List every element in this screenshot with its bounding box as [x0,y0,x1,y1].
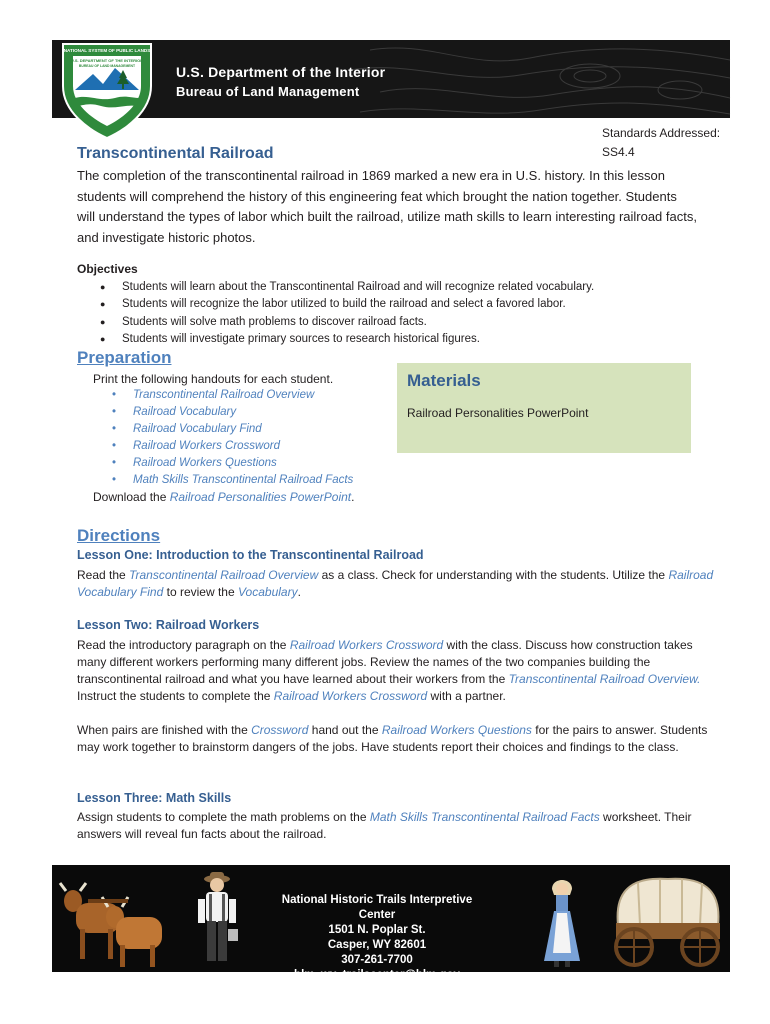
logo-text-top: NATIONAL SYSTEM OF PUBLIC LANDS [63,48,151,53]
text-run: hand out the [308,723,382,737]
phone-number: 307-261-7700 [341,954,413,966]
lesson-three-heading: Lesson Three: Math Skills [77,791,232,805]
download-prefix: Download the [93,490,170,504]
list-item: ● Students will solve math problems to discover railroad facts. [100,314,594,331]
covered-wagon-illustration [608,875,728,969]
logo-text-mid1: U.S. DEPARTMENT OF THE INTERIOR [70,58,144,63]
lesson-three-text [77,809,717,843]
vocabulary-find-link[interactable]: Railroad Vocabulary Find [77,568,714,599]
text-run: worksheet. Their answers will reveal fun facts about the railroad. [77,810,692,841]
text-run: with the class. Discuss how construction takes many different workers performing many different jobs. Review the names of the two companies building the transcontinental railroad and what you have learned about their workers from the [77,638,693,686]
lesson-one-heading: Lesson One: Introduction to the Transcontinental Railroad [77,548,424,562]
directions-heading: Directions [77,526,161,545]
crossword-link[interactable]: Crossword [251,723,309,737]
text-run: for the pairs to answer. Students may work together to brainstorm dangers of the jobs. Have students report their choices and findings to the class. [77,723,708,754]
text-run: to review the [163,585,238,599]
handouts-list [110,387,353,489]
materials-heading: Materials [407,371,481,390]
handout-link[interactable]: • Railroad Workers Crossword [110,438,353,455]
text-run: Assign students to complete the math problems on the [77,810,370,824]
lesson-two-paragraph-2 [77,722,717,756]
center-address [262,893,492,983]
crossword-link[interactable]: Railroad Workers Crossword [289,638,444,652]
handout-link[interactable]: • Railroad Vocabulary [110,404,353,421]
worker-illustration [192,869,242,969]
objectives-heading: Objectives [77,262,138,276]
city-state-zip: Casper, WY 82601 [327,939,427,951]
email-address[interactable]: blm_wy_trailscenter@blm.gov [294,969,460,981]
text-run: . [297,585,301,599]
street-address: 1501 N. Poplar St. [328,924,426,936]
lesson-two-heading: Lesson Two: Railroad Workers [77,618,260,632]
text-run: Instruct the students to complete the [77,689,274,703]
text-run: Read the introductory paragraph on the [77,638,290,652]
intro-paragraph: The completion of the transcontinental railroad in 1869 marked a new era in U.S. history. In this lesson students will comprehend the history of this engineering feat which brought the nation together. Students will understand the types of labor which built the railroad, utilize math skills to learn interesting railroad facts, and investigate historic photos. [77,168,697,245]
powerpoint-link[interactable]: Railroad Personalities PowerPoint [169,490,352,504]
standards-addressed [602,124,720,162]
logo-text-mid2: BUREAU OF LAND MANAGEMENT [78,64,136,68]
agency-name [176,64,385,99]
footer-banner [52,865,730,981]
text-run: Read the [77,568,130,582]
text-run: When pairs are finished with the [77,723,252,737]
pioneer-woman-illustration [540,873,584,969]
vocabulary-link[interactable]: Vocabulary [237,585,298,599]
lesson-two-paragraph-1 [77,637,717,705]
lesson-one-text [77,567,717,601]
download-line [93,490,355,504]
topographic-pattern [350,40,730,118]
overview-link[interactable]: Transcontinental Railroad Overview. [508,672,701,686]
text-run: with a partner. [427,689,506,703]
handout-link[interactable]: • Railroad Vocabulary Find [110,421,353,438]
workers-questions-link[interactable]: Railroad Workers Questions [381,723,532,737]
list-item: ● Students will investigate primary sources to research historical figures. [100,331,594,348]
standards-label: Standards Addressed: [602,126,721,140]
page-title: Transcontinental Railroad [77,145,274,162]
handout-link[interactable]: • Railroad Workers Questions [110,455,353,472]
crossword-link[interactable]: Railroad Workers Crossword [273,689,428,703]
text-run: as a class. Check for understanding with the students. Utilize the [318,568,669,582]
agency-line-1: U.S. Department of the Interior [176,64,386,80]
standards-value: SS4.4 [602,145,635,159]
agency-line-2: Bureau of Land Management [176,84,360,99]
preparation-intro: Print the following handouts for each student. [93,372,334,386]
overview-link[interactable]: Transcontinental Railroad Overview [129,568,319,582]
handout-link[interactable]: • Transcontinental Railroad Overview [110,387,353,404]
list-item: ● Students will recognize the labor utilized to build the railroad and select a favored labor. [100,296,594,313]
materials-item: Railroad Personalities PowerPoint [407,406,589,420]
center-name: National Historic Trails Interpretive Center [281,894,473,921]
math-skills-link[interactable]: Math Skills Transcontinental Railroad Facts [369,810,600,824]
objectives-list [100,279,594,348]
oxen-illustration [58,877,168,969]
download-suffix: . [351,490,355,504]
handout-link[interactable]: • Math Skills Transcontinental Railroad Facts [110,472,353,489]
materials-box [397,363,691,453]
blm-logo [59,40,155,140]
list-item: ● Students will learn about the Transcontinental Railroad and will recognize related vocabulary. [100,279,594,296]
preparation-heading: Preparation [77,348,172,367]
